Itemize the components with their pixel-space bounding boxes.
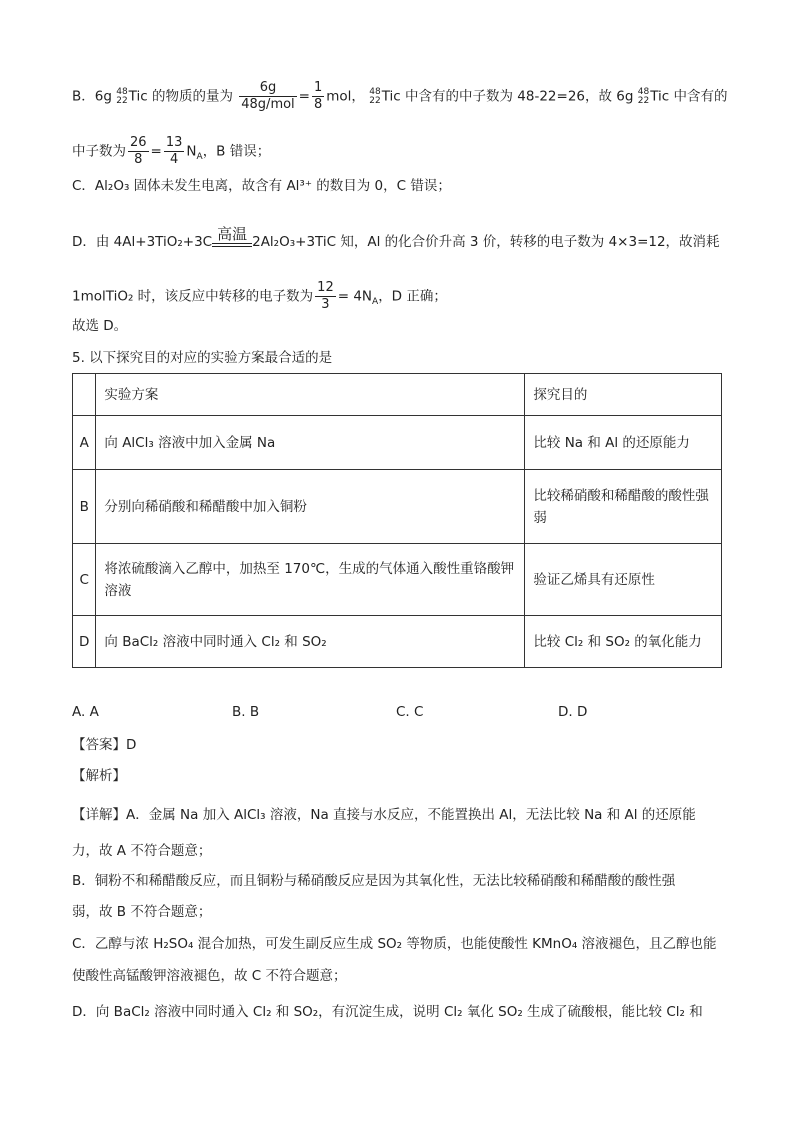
fraction: $\frac{1}{8}$: [313, 80, 323, 112]
table-row: [73, 470, 722, 544]
text: B．6g: [72, 88, 112, 105]
text: 1molTiO₂ 时，该反应中转移的电子数为: [72, 288, 314, 305]
experiment-table: [72, 373, 722, 668]
purpose-cell: 比较 Na 和 Al 的还原能力: [525, 416, 722, 470]
option-d-line-1: [72, 226, 720, 252]
text: D．由 4Al+3TiO₂+3C: [72, 234, 213, 250]
option-c-line: C．Al₂O₃ 固体未发生电离，故含有 Al³⁺ 的数目为 0，C 错误；: [72, 178, 451, 194]
row-label: C: [73, 544, 96, 616]
text: mol，: [326, 88, 365, 105]
question-5-stem: 5. 以下探究目的对应的实验方案最合适的是: [72, 350, 333, 366]
table-header-plan: 实验方案: [96, 374, 525, 416]
detail-line: D．向 BaCl₂ 溶液中同时通入 Cl₂ 和 SO₂，有沉淀生成，说明 Cl₂ 氧化 SO₂ 生成了硫酸根，能比较 Cl₂ 和: [72, 1004, 703, 1020]
table-row: [73, 544, 722, 616]
text: 中子数为: [72, 143, 126, 160]
answer-line: 【答案】D: [72, 737, 137, 753]
reaction-condition: 高温: [212, 226, 252, 252]
detail-line: C．乙醇与浓 H₂SO₄ 混合加热，可发生副反应生成 SO₂ 等物质，也能使酸性 KMnO₄ 溶液褪色，且乙醇也能: [72, 936, 717, 952]
table-header-purpose: 探究目的: [525, 374, 722, 416]
fraction: $\frac{26}{8}$: [130, 135, 147, 167]
fraction: $\frac{6g}{\text{48g/mol}}$: [241, 80, 295, 112]
row-label: B: [73, 470, 96, 544]
text: Tic 的物质的量为: [128, 88, 233, 105]
purpose-cell: 比较稀硝酸和稀醋酸的酸性强弱: [525, 470, 722, 544]
option-b-line-2: 中子数为 $\frac{26}{8}$ = $\frac{13}{4}$ $N_A$，B 错误；: [72, 135, 271, 167]
fraction: $\frac{12}{3}$: [317, 280, 334, 312]
plan-cell: 向 BaCl₂ 溶液中同时通入 Cl₂ 和 SO₂: [96, 616, 525, 668]
plan-cell: 向 AlCl₃ 溶液中加入金属 Na: [96, 416, 525, 470]
detail-line: 弱，故 B 不符合题意；: [72, 904, 212, 920]
fraction: $\frac{13}{4}$: [165, 135, 183, 167]
purpose-cell: 比较 Cl₂ 和 SO₂ 的氧化能力: [525, 616, 722, 668]
nuclide-label: 48 22: [116, 86, 128, 106]
text: ，B 错误；: [202, 143, 271, 160]
detail-line: 使酸性高锰酸钾溶液褪色，故 C 不符合题意；: [72, 968, 347, 984]
choice-a: A. A: [72, 704, 99, 720]
nuclide-label: 48 22: [637, 86, 650, 106]
text: Tic 中含有的中子数为 48-22=26，故 6g: [381, 88, 634, 105]
table-cell: [73, 374, 96, 416]
option-b-line-1: B．6g 48 22 Tic 的物质的量为 $\frac{6g}{\text{48g/mol}}$ = $\frac{1}{8}$ mol， 48 22 Tic 中含有的中子数为 48-22=26，故 6g 48 22 Tic 中含有的: [72, 80, 728, 112]
row-label: A: [73, 416, 96, 470]
plan-cell: 分别向稀硝酸和稀醋酸中加入铜粉: [96, 470, 525, 544]
analysis-heading: 【解析】: [72, 768, 126, 784]
option-d-line-2: 1molTiO₂ 时，该反应中转移的电子数为 $\frac{12}{3}$ = $4N_A$，D 正确；: [72, 280, 447, 312]
plan-cell: 将浓硫酸滴入乙醇中，加热至 170℃，生成的气体通入酸性重铬酸钾溶液: [96, 544, 525, 616]
nuclide-label: 48 22: [369, 86, 381, 106]
text: Tic 中含有的: [650, 88, 728, 105]
choice-d: D. D: [558, 704, 588, 720]
detail-line: 力，故 A 不符合题意；: [72, 843, 212, 859]
row-label: D: [73, 616, 96, 668]
selection-line: 故选 D。: [72, 318, 128, 334]
choice-b: B. B: [232, 704, 260, 720]
choice-c: C. C: [396, 704, 424, 720]
table-row: [73, 416, 722, 470]
detail-line: B．铜粉不和稀醋酸反应，而且铜粉与稀硝酸反应是因为其氧化性，无法比较稀硝酸和稀醋酸的酸性强: [72, 873, 676, 889]
table-row: [73, 616, 722, 668]
text: 2Al₂O₃+3TiC 知，Al 的化合价升高 3 价，转移的电子数为 4×3=12，故消耗: [252, 234, 720, 250]
purpose-cell: 验证乙烯具有还原性: [525, 544, 722, 616]
table-header-row: [73, 374, 722, 416]
detail-line: 【详解】A．金属 Na 加入 AlCl₃ 溶液，Na 直接与水反应，不能置换出 Al，无法比较 Na 和 Al 的还原能: [72, 807, 696, 823]
text: ，D 正确；: [378, 288, 447, 305]
